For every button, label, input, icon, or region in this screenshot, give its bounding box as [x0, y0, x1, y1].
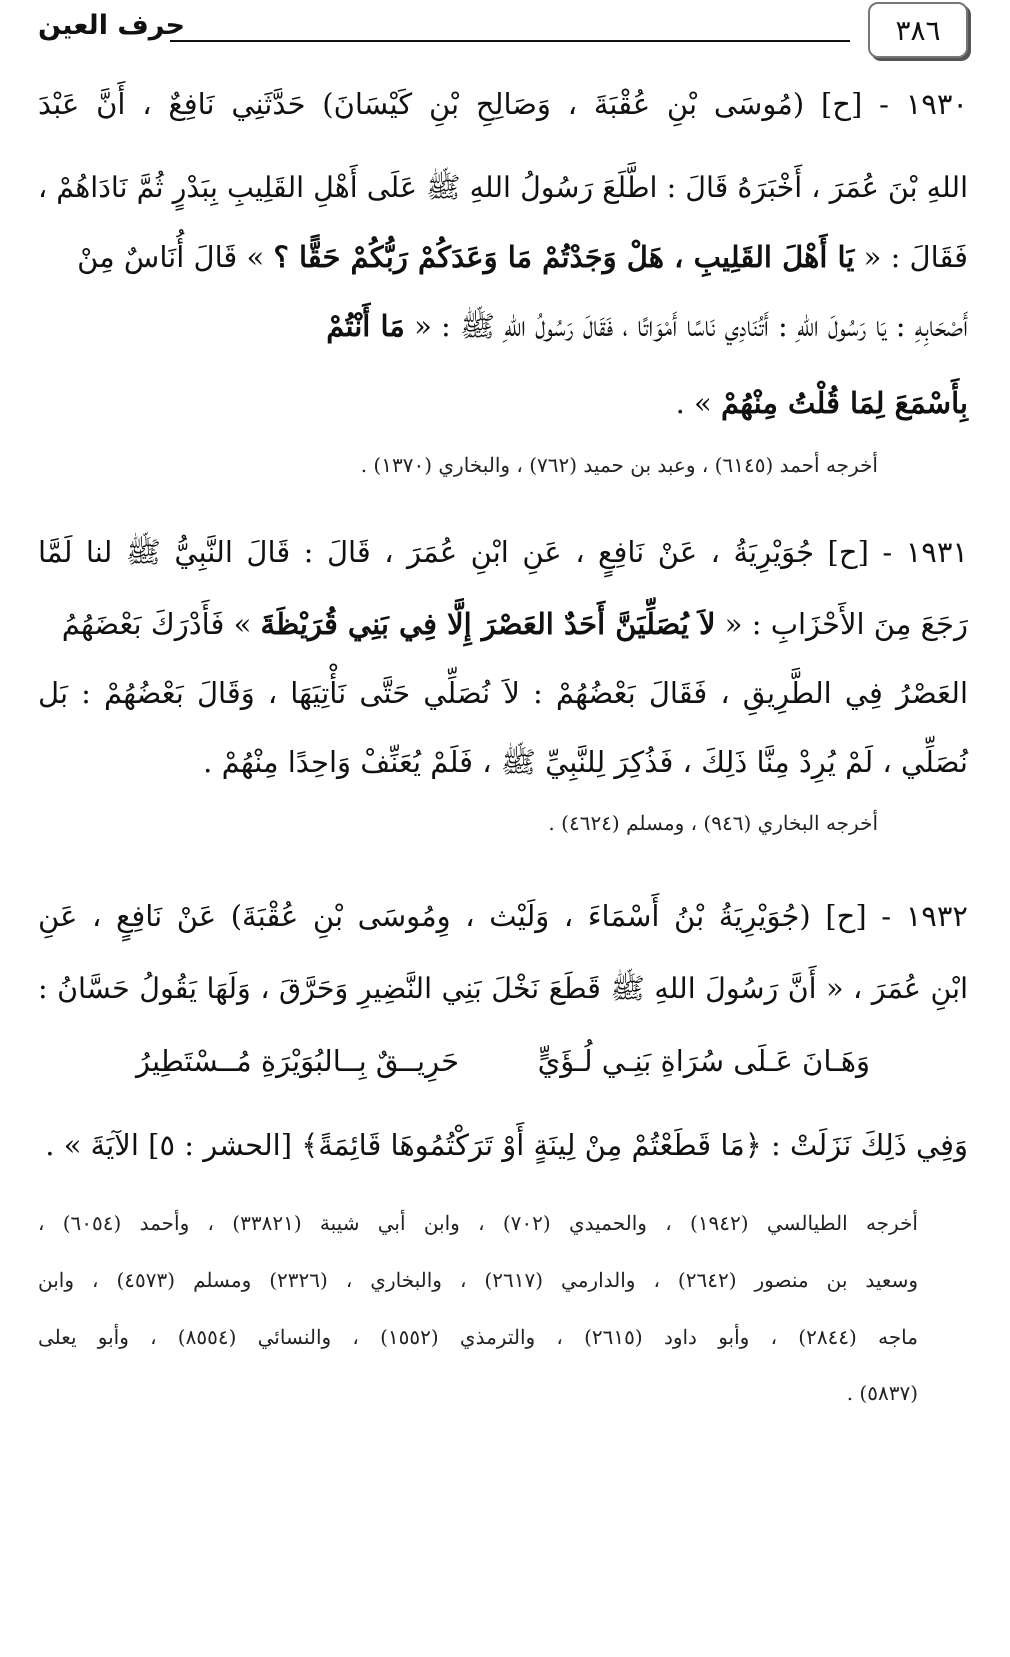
prophetic-speech-1930-a: يَا أَهْلَ القَلِيبِ ، هَلْ وَجَدْتُمْ مَا وَعَدَكُمْ رَبُّكُمْ حَقًّا ؟ [273, 240, 855, 274]
hadith-1931-line-1: ١٩٣١ - [ح] جُوَيْرِيَةُ ، عَنْ نَافِعٍ ، عَنِ ابْنِ عُمَرَ ، قَالَ : قَالَ النَّبِيُّ ﷺ لنا لَمَّا [38, 535, 968, 569]
page-number: ٣٨٦ [868, 2, 968, 58]
poem-second-hemistich: حَرِيــقٌ بِــالبُوَيْرَةِ مُــسْتَطِيرُ [136, 1044, 460, 1078]
page-header [38, 0, 968, 60]
hadith-1931-takhrij: أخرجه البخاري (٩٤٦) ، ومسلم (٤٦٢٤) . [548, 811, 878, 835]
hadith-1932-line-1: ١٩٣٢ - [ح] (جُوَيْرِيَةُ بْنُ أَسْمَاءَ ، وَلَيْث ، وِمُوسَى بْنِ عُقْبَةَ) عَنْ نَافِعٍ ، عَنِ [38, 899, 968, 933]
hadith-1931-line-2-lead: رَجَعَ مِنَ الأَحْزَابِ : « [724, 607, 968, 641]
hadith-1931-line-3: العَصْرُ فِي الطَّرِيقِ ، فَقَالَ بَعْضُهُمْ : لاَ نُصَلِّي حَتَّى نَأْتِيَهَا ، وَقَالَ بَعْضُهُمْ : بَل [38, 676, 968, 710]
hadith-1932-line-2: ابْنِ عُمَرَ ، « أَنَّ رَسُولَ اللهِ ﷺ قَطَعَ نَخْلَ بَنِي النَّضِيرِ وَحَرَّقَ ، وَلَهَا يَقُولُ حَسَّانُ : [38, 972, 968, 1005]
hadith-1930-line-5 [38, 383, 968, 423]
hadith-1930-line-3-tail: » قَالَ أُنَاسٌ مِنْ [77, 240, 265, 274]
hadith-1930-line-2: اللهِ بْنَ عُمَرَ ، أَخْبَرَهُ قَالَ : اطَّلَعَ رَسُولُ اللهِ ﷺ عَلَى أَهْلِ القَلِيبِ بِبَدْرٍ ثُمَّ نَادَاهُمْ ، [38, 171, 968, 204]
prophetic-speech-1930-c: بِأَسْمَعَ لِمَا قُلْتُ مِنْهُمْ [720, 386, 968, 420]
hadith-1932-line-4: وَفِي ذَلِكَ نَزَلَتْ : ﴿مَا قَطَعْتُمْ مِنْ لِينَةٍ أَوْ تَرَكْتُمُوهَا قَائِمَةً﴾ [الحشر : ٥] الآيَةَ » . [45, 1128, 968, 1162]
hadith-1930-line-3 [38, 237, 968, 277]
hadith-1931-line-2-tail: » فَأَدْرَكَ بَعْضَهُمُ [61, 607, 252, 641]
poem-first-hemistich: وَهَـانَ عَـلَى سُرَاةِ بَنِـي لُـؤَيٍّ [537, 1044, 870, 1078]
hadith-1930-line-1: ١٩٣٠ - [ح] (مُوسَى بْنِ عُقْبَةَ ، وَصَالِحِ بْنِ كَيْسَانَ) حَدَّثَنِي نَافِعٌ ، أَنَّ عَبْدَ [38, 87, 968, 121]
hadith-1932-takhrij-4: (٥٨٣٧) . [846, 1381, 918, 1405]
hadith-1930-line-3-lead: فَقَالَ : « [863, 240, 968, 274]
running-title: حرف العين [38, 10, 185, 41]
hadith-1931-line-2 [38, 604, 968, 644]
hadith-1930-line-4 [38, 306, 968, 346]
header-rule [170, 40, 850, 42]
hadith-1930-line-4-lead: أَصْحَابِهِ : يَا رَسُولَ اللهِ : أَتُنَادِي نَاسًا أَمْوَاتًا ، فَقَالَ رَسُولُ اللهِ ﷺ : « [414, 309, 968, 343]
prophetic-speech-1930-b: مَا أَنْتُمْ [326, 309, 405, 343]
hadith-1931-line-4: نُصَلِّي ، لَمْ يُرِدْ مِنَّا ذَلِكَ ، فَذُكِرَ لِلنَّبِيِّ ﷺ ، فَلَمْ يُعَنِّفْ وَاحِدًا مِنْهُمْ . [203, 745, 968, 779]
hadith-1930-takhrij: أخرجه أحمد (٦١٤٥) ، وعبد بن حميد (٧٦٢) ، والبخاري (١٣٧٠) . [360, 453, 878, 477]
hadith-1932-takhrij-2: وسعيد بن منصور (٢٦٤٢) ، والدارمي (٢٦١٧) ، والبخاري ، (٢٣٢٦) ومسلم (٤٥٧٣) ، وابن [38, 1268, 918, 1292]
hadith-1930-line-5-tail: » . [675, 386, 712, 420]
prophetic-speech-1931: لاَ يُصَلِّيَنَّ أَحَدٌ العَصْرَ إِلَّا فِي بَنِي قُرَيْظَةَ [260, 607, 716, 641]
hadith-1932-takhrij-3: ماجه (٢٨٤٤) ، وأبو داود (٢٦١٥) ، والترمذي (١٥٥٢) ، والنسائي (٨٥٥٤) ، وأبو يعلى [38, 1325, 918, 1349]
hadith-1932-takhrij-1: أخرجه الطيالسي (١٩٤٢) ، والحميدي (٧٠٢) ، وابن أبي شيبة (٣٣٨٢١) ، وأحمد (٦٠٥٤) ، [38, 1211, 918, 1235]
